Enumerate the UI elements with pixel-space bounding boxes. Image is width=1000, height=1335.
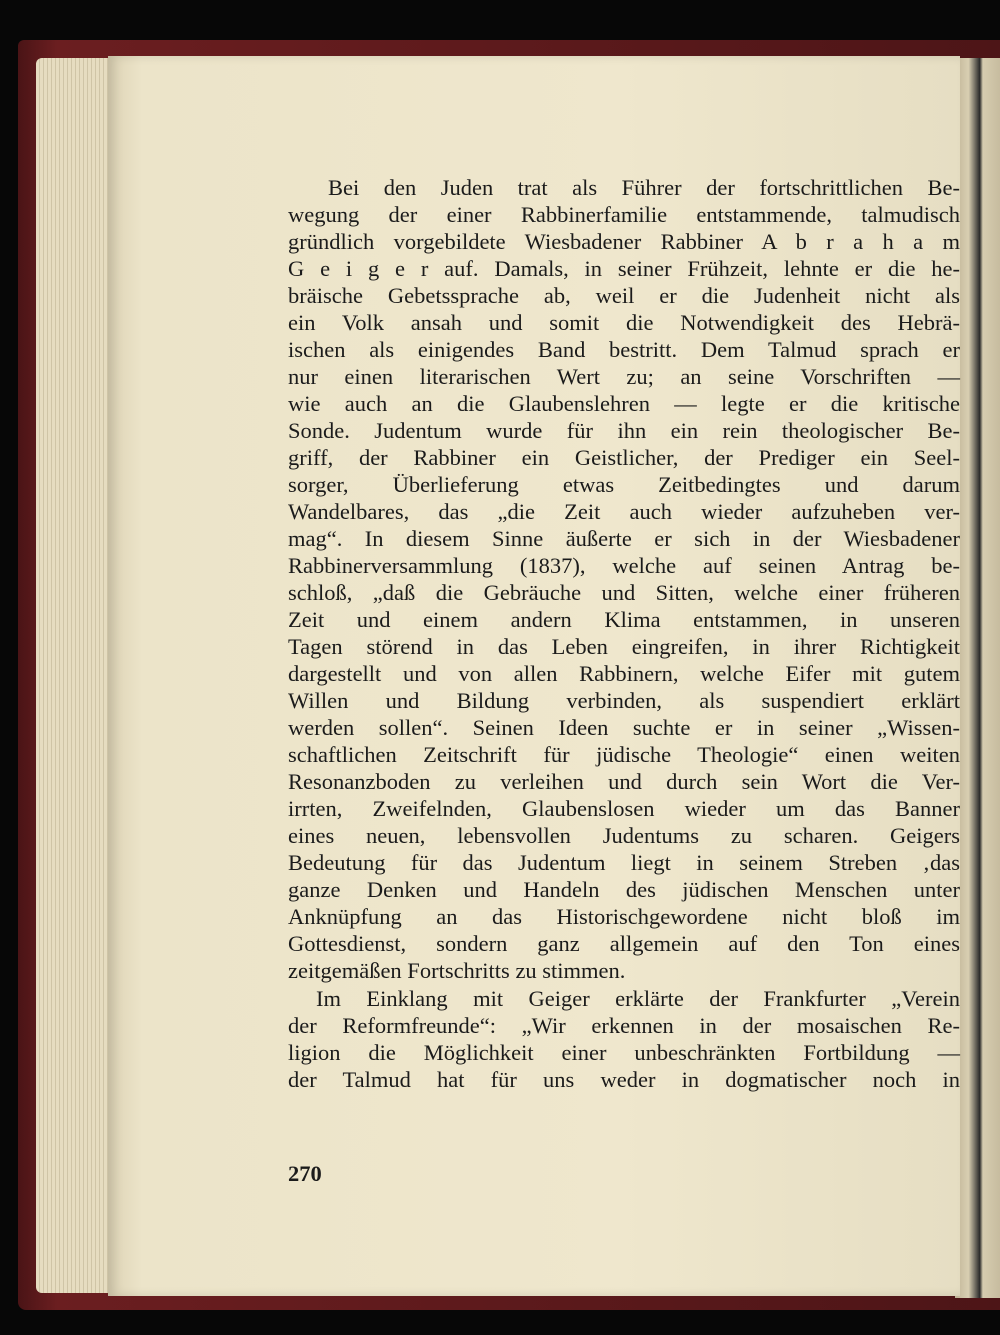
- text-line: Anknüpfung an das Historischgewordene nicht bloß im: [288, 904, 960, 929]
- text-line: der Talmud hat für uns weder in dogmatischer noch in: [288, 1067, 960, 1092]
- text-line: Im Einklang mit Geiger erklärte der Frankfurter „Verein: [316, 986, 960, 1011]
- text-line: dargestellt und von allen Rabbinern, welche Eifer mit gutem: [288, 661, 960, 686]
- text-line: Rabbinerversammlung (1837), welche auf seinen Antrag be-: [288, 553, 960, 578]
- text-line: wie auch an die Glaubenslehren — legte er die kritische: [288, 391, 960, 416]
- text-line: Gottesdienst, sondern ganz allgemein auf den Ton eines: [288, 931, 960, 956]
- text-line: irrten, Zweifelnden, Glaubenslosen wieder um das Banner: [288, 796, 960, 821]
- page-number: 270: [288, 1161, 322, 1186]
- text-line: Tagen störend in das Leben eingreifen, in ihrer Richtigkeit: [288, 634, 960, 659]
- text-line: Sonde. Judentum wurde für ihn ein rein theologischer Be-: [288, 418, 960, 443]
- text-line: ein Volk ansah und somit die Notwendigkeit des Hebrä-: [288, 310, 960, 335]
- text-line: ligion die Möglichkeit einer unbeschränkten Fortbildung —: [288, 1040, 960, 1065]
- text-line: der Reformfreunde“: „Wir erkennen in der mosaischen Re-: [288, 1013, 960, 1038]
- text-line: mag“. In diesem Sinne äußerte er sich in der Wiesbadener: [288, 526, 960, 551]
- text-line: nur einen literarischen Wert zu; an seine Vorschriften —: [288, 364, 960, 389]
- text-line: werden sollen“. Seinen Ideen suchte er in seiner „Wissen-: [288, 715, 960, 740]
- text-line: wegung der einer Rabbinerfamilie entstammende, talmudisch: [288, 202, 960, 227]
- text-line: griff, der Rabbiner ein Geistlicher, der Prediger ein Seel-: [288, 445, 960, 470]
- text-line: Zeit und einem andern Klima entstammen, in unseren: [288, 607, 960, 632]
- text-line: Bedeutung für das Judentum liegt in seinem Streben ‚das: [288, 850, 960, 875]
- text-line: schloß, „daß die Gebräuche und Sitten, welche einer früheren: [288, 580, 960, 605]
- text-line: eines neuen, lebensvollen Judentums zu scharen. Geigers: [288, 823, 960, 848]
- text-line: ganze Denken und Handeln des jüdischen Menschen unter: [288, 877, 960, 902]
- text-line: Resonanzboden zu verleihen und durch sein Wort die Ver-: [288, 769, 960, 794]
- text-line: bräische Gebetssprache ab, weil er die Judenheit nicht als: [288, 283, 960, 308]
- text-line: G e i g e r auf. Damals, in seiner Frühzeit, lehnte er die he-: [288, 256, 960, 281]
- book-page: [108, 56, 960, 1296]
- text-line: ischen als einigendes Band bestritt. Dem Talmud sprach er: [288, 337, 960, 362]
- text-line: schaftlichen Zeitschrift für jüdische Theologie“ einen weiten: [288, 742, 960, 767]
- text-line: sorger, Überlieferung etwas Zeitbedingtes und darum: [288, 472, 960, 497]
- text-line: gründlich vorgebildete Wiesbadener Rabbiner A b r a h a m: [288, 229, 960, 254]
- page-stack-edge: [36, 58, 116, 1293]
- text-line: zeitgemäßen Fortschritts zu stimmen.: [288, 958, 626, 983]
- text-line: Wandelbares, das „die Zeit auch wieder aufzuheben ver-: [288, 499, 960, 524]
- text-line: Willen und Bildung verbinden, als suspendiert erklärt: [288, 688, 960, 713]
- right-page-edge: [955, 58, 1000, 1298]
- text-line: Bei den Juden trat als Führer der fortschrittlichen Be-: [328, 175, 960, 200]
